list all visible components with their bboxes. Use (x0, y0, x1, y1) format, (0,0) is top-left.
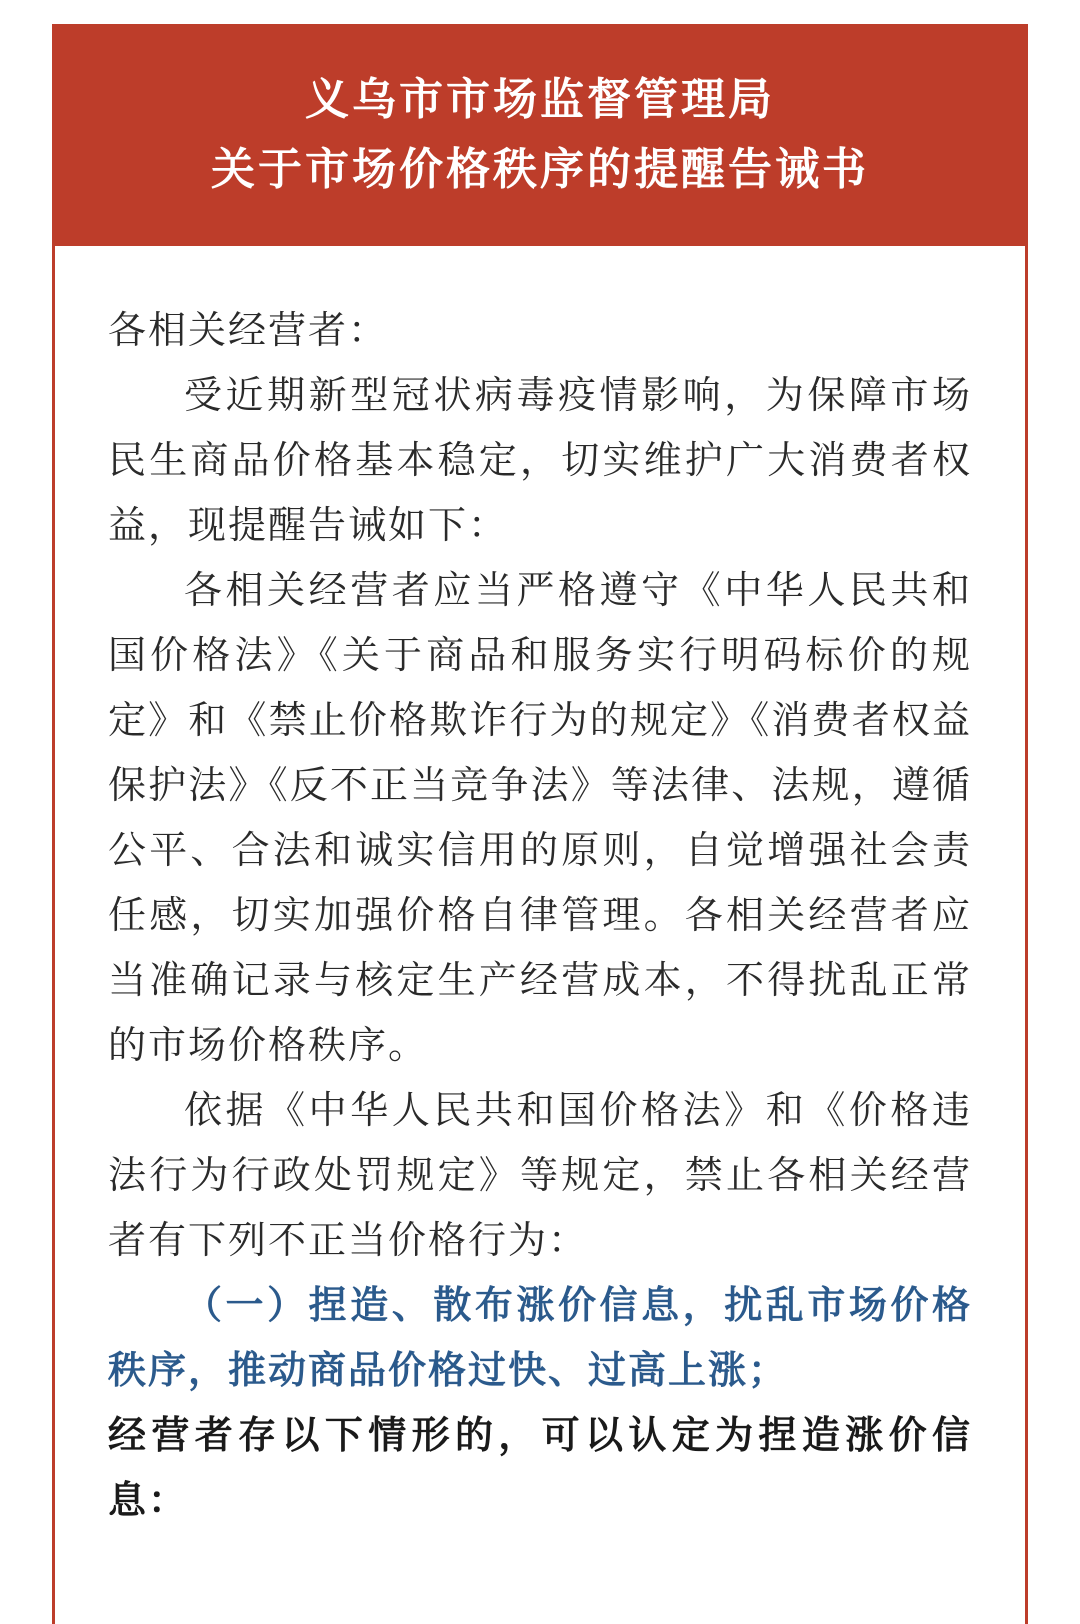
letter-body (108, 298, 972, 1533)
item-one-note: 经营者存以下情形的，可以认定为捏造涨价信息： (108, 1413, 972, 1522)
paragraph-laws: 各相关经营者应当严格遵守《中华人民共和国价格法》《关于商品和服务实行明码标价的规定》和《禁止价格欺诈行为的规定》《消费者权益保护法》《反不正当竞争法》等法律、法规，遵循公平、合法和诚实信用的原则，自觉增强社会责任感，切实加强价格自律管理。各相关经营者应当准确记录与核定生产经营成本，不得扰乱正常的市场价格秩序。 (108, 568, 972, 1067)
header-banner (52, 24, 1028, 246)
paragraph-intro: 受近期新型冠状病毒疫情影响，为保障市场民生商品价格基本稳定，切实维护广大消费者权益，现提醒告诫如下： (108, 373, 972, 547)
title-line-1: 义乌市市场监督管理局 (305, 74, 775, 125)
paragraph-prohibitions: 依据《中华人民共和国价格法》和《价格违法行为行政处罚规定》等规定，禁止各相关经营者有下列不正当价格行为： (108, 1088, 972, 1262)
title-line-2: 关于市场价格秩序的提醒告诫书 (211, 144, 869, 195)
salutation: 各相关经营者： (108, 308, 389, 352)
item-one-heading: （一）捏造、散布涨价信息，扰乱市场价格秩序，推动商品价格过快、过高上涨； (108, 1283, 972, 1392)
